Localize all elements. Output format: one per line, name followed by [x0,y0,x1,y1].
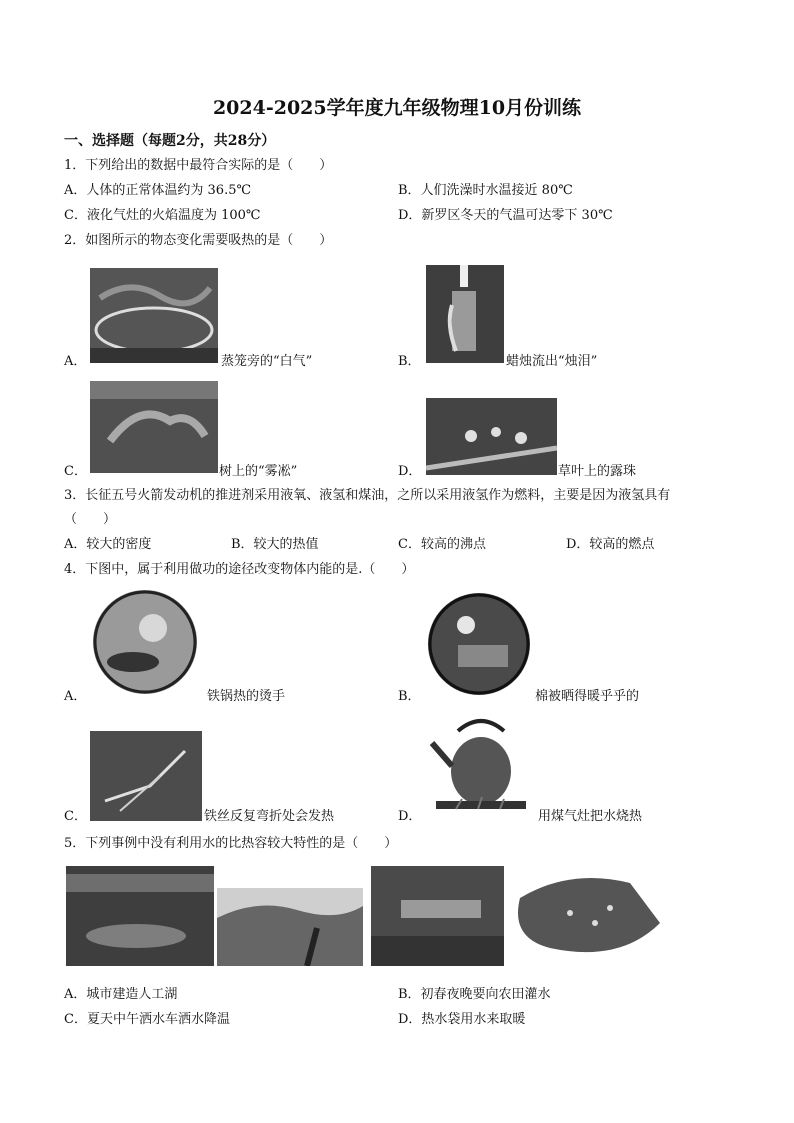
question-4-stem: 4．下图中，属于利用做功的途径改变物体内能的是.（ ） [64,562,415,577]
question-2-option-a-letter: A． [64,354,87,369]
rime-photo [90,381,218,473]
question-4-option-c-caption: 铁丝反复弯折处会发热 [204,809,335,824]
question-4-option-a-letter: A． [64,689,87,704]
question-4-option-a-caption: 铁锅热的烫手 [207,689,286,704]
question-5-option-d: D．热水袋用水来取暖 [398,1012,526,1027]
question-5-stem: 5．下列事例中没有利用水的比热容较大特性的是（ ） [64,836,398,851]
question-2-option-c-caption: 树上的“雾凇” [219,464,298,479]
dew-photo [426,398,557,475]
question-4-option-d-caption: 用煤气灶把水烧热 [538,809,643,824]
question-2-option-a-caption: 蒸笼旁的“白气” [221,354,313,369]
question-4-option-c-letter: C． [64,809,87,824]
question-3-stem: 3．长征五号火箭发动机的推进剂采用液氧、液氢和煤油，之所以采用液氢作为燃料，主要是因为液氢具有 [64,488,671,503]
question-3-option-d: D．较高的燃点 [566,537,655,552]
question-4-option-b-caption: 棉被晒得暖乎乎的 [535,689,640,704]
question-3-option-a: A．较大的密度 [64,537,152,552]
question-2-option-d-letter: D． [398,464,422,479]
question-1-stem: 1．下列给出的数据中最符合实际的是（ ） [64,158,333,173]
page-title: 2024-2025学年度九年级物理10月份训练 [212,97,582,119]
question-2-option-b-letter: B． [398,354,421,369]
question-1-option-b: B．人们洗澡时水温接近 80℃ [398,183,573,198]
question-3-option-b: B．较大的热值 [231,537,319,552]
question-2-option-c-letter: C． [64,464,87,479]
field-irrigation-photo [217,888,363,966]
quilt-sun-illustration [428,593,530,695]
hot-water-bag-photo [510,868,668,966]
question-4-option-d-letter: D． [398,809,422,824]
sprinkler-truck-photo [371,866,504,966]
candle-photo [426,265,504,363]
question-3-stem-continued: （ ） [64,512,117,527]
question-3-option-c: C．较高的沸点 [398,537,486,552]
question-2-stem: 2．如图所示的物态变化需要吸热的是（ ） [64,233,333,248]
question-1-option-d: D．新罗区冬天的气温可达零下 30℃ [398,208,613,223]
question-5-option-b: B．初春夜晚要向农田灌水 [398,987,551,1002]
question-2-option-b-caption: 蜡烛流出“烛泪” [506,354,598,369]
steamer-photo [90,268,218,363]
kettle-illustration [428,711,534,821]
question-5-option-a: A．城市建造人工湖 [64,987,178,1002]
hot-wok-illustration [93,590,197,694]
artificial-lake-photo [66,866,214,966]
question-2-option-d-caption: 草叶上的露珠 [558,464,637,479]
question-4-option-b-letter: B． [398,689,421,704]
question-5-option-c: C．夏天中午洒水车洒水降温 [64,1012,230,1027]
bent-wire-photo [90,731,202,821]
question-1-option-a: A．人体的正常体温约为 36.5℃ [64,183,252,198]
section-heading: 一、选择题（每题2分，共28分） [64,133,276,149]
question-1-option-c: C．液化气灶的火焰温度为 100℃ [64,208,261,223]
